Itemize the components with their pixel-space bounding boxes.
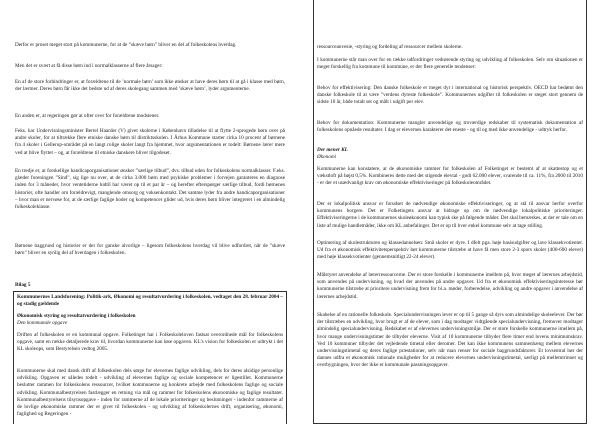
kl-policy-box-continued — [313, 0, 587, 424]
paragraph: Skabelse af en rationelle folkeskole. Specialundervisningen lever er op til 5 gange så dyrs som almindelige skoleelever. Der bør der tilstræbes en udvikling, hvor brugt er af de elever, som i dag modtager vidtgående specialundervisning, fremover modtager almindelig specialundervisning. Redskabet er af elevernes undervisningsmiljø. Der er store forskelle kommunerne imellem på, hvor mange undervisningstimer de tilbyder eleverne. Visit af 10 kommunerne tilbyder flere timer end lovens minimumskrav. Ved 10 kommuner tilbyder det vejledende timetal eller deromer. Det kan ikke kommunens sammenhæng mellem elevernes undervisningstimetal og deres faglige præstationer, selv når man renser for sociale baggrundsfaktorer. Et lovsentral bør der dannes udfra et økonomisk rationale muligheder for at reducere elevernes undervisningstimetal, særligt på mellemtrinnet og overbygningen, hvor der ikke er kommunale passningsopgaver. — [317, 312, 583, 369]
box-subtitle-italic: Den kommunale opgave — [17, 320, 68, 326]
paragraph: Målstyret anvendelse af lærerressourcerne. Der er store forskelle i kommunerne imellem på, hvor meget af lærernes arbejdstid, som anvendes på undervisning, og hvad der anvendes på andre opgaver. Ud fra et økonomisk effektiviseringsinteresse bør kommunerne tilstræbe at prioritere undervisning frem for bl.a. møder, forberedelse, udvikling og andre opgaver i anvendelse af lærernes arbejdstid. — [317, 272, 583, 300]
paragraph: En tredje er, at forskellige handicaporganisationer ønsker ”særlige tilbud”, dvs. tilbud uden for folkeskolens normalklasser. F.eks. glæder foreningen ”Sind”, sig lige nu over, at de cirka 3.000 børn med psykiske problemer i forvejen garanteres en diagnose inden for 3 måneder, hvor ventetiderne hidtil har været op til et par år – og herefter efterspørger særlige tilbud, fordi børnenes historier, ofte handler om forældrevigt, manglende omsorg og voksenkontakt. Det samme lyder fra andre handicaporganisationer – hvor man er nervøse for, at de særlige faglige hoder og kompetencer glider ud, hvis deres børn bliver integreret i en almindelig folkeskoleklasse. — [15, 168, 285, 211]
paragraph: Behov for dokumentation: Kommunerne mangler anvendelige og troværdige redskaber til systematisk dokumentation af folkeskolens opnåede resultater. I dag er elevernes karakterer det eneste - og til og med ikke anvendelige - udtryk herfor. — [317, 120, 583, 134]
paragraph: Driften af folkeskolen er en kommunal opgave. Folketinget har i Folkeskoleloven fastsat overordnede mål for folkeskolens opgave, samt en række detaljerede krav til, hvordan kommunerne kan løse opgaven. KL’s vision for folkeskolen er udtrykt i det KL skoleops, som Bestyrelsen vedtog 2005. — [17, 332, 283, 353]
kl-policy-box — [13, 291, 287, 424]
paragraph: I kommunerne står man over for en række udfordringer vedrørende styring og udvikling af folkeskolen. Selv om situationen er meget forskellig fra kommune til kommune, er der flere generelle tendenser: — [317, 57, 583, 71]
paragraph: Der er lokalpolitisk ansvar er forudset de nødvendige økonomiske effektiviseringer, og at stå til ansvar herfor overfor kommunens borgere. Det er Folketingets ansvar at bidrage op om de nødvendige lokalpolitiske prioriteringer. Effektiviseringerne i de kommunernes skoleøkonomi kan typisk ske på følgende måder. Det skal bemærkes, at der er tale om en liste af mulige handlemåder, ikke om KL anbefalinger. Det er op til hver enkel kommune selv at tage stilling. — [317, 201, 583, 229]
paragraph: Behov for effektivisering: Den danske folkeskole er meget dyr i international og historisk perspektiv. OECD har bedømt den danske folkeskole til at være ”verdens dyreste folkeskole”. Kommunernes udgifter til folkeskolen er steget stort gennem de sidste 10 år, både totalt set og målt i udgift per elev. — [317, 85, 583, 106]
paragraph: Men det er svært at få disse børn ind i normalklasserne af flere årsager: — [15, 63, 163, 69]
paragraph: En anden er, at regeringen gør at ofter over for forældrene modstener. — [15, 113, 160, 119]
right-page — [300, 0, 600, 424]
paragraph: Kommunerne kan konstatere, at de økonomiske rammer for folkeskolen af Folketinget er bestemt af at skattestop og et vækstloft på højst 0,5%. Kombineres dette med det stigende elevtal - godt 62.000 elever, svarende til ca. 11%, fra 2000 til 2010 - er der et usædvanligt krav om økonomiske effektiviseringer på folkeskoleområdet. — [317, 166, 583, 187]
paragraph: En af de store forhindringer er, at forældrene til de ’normale børn’ som ikke ønsker at have deres børn til at gå i klasse med børn, der lærmer. Deres børn får ikke det bedste ud af deres skolegang sammen med ’skæve børn’, lyder argumenterne. — [15, 79, 285, 93]
paragraph: Børnene baggrund og historier er der for ganske alvorlige – ligesom folkeskolens hverdag vil blive udfordret, når de ”skæve børn” bliver en synlig del af hverdagen i folkeskolen. — [15, 243, 285, 257]
paragraph: Kommunerne skal med dansk drift af folkeskolen dels sørge for elevernes faglige udvikling, dels for deres alsidige personlige udvikling. Opgaven er således todelt - udvikling af elevernes faglige og sociale kompetencer er ligestillet. Kommunerne beslutter rammen for folkeskolens ressourcer, hvilket kommunerne og konkrete arbejde med folkeskolens faglige og sociale udvikling. Kommunalbestyrelsen fastlægger en retning via mål og rammer for folkeskolens økonomiske og faglige resultater. Kommunalbestyrelsens tilsynsopgave - inden for rammerne af de lokale prioriteringer og beslutninger - indenfor rammerne af de lovlige økonomiske rammer der er givet til folkeskolen - og udvikling af folkeskolernes drift, organisering, økonomi, faglighed og Regeringen - — [17, 368, 283, 418]
paragraph: ressourceanvesie, -styring og fordeling af ressourcer mellem skolerne. — [317, 44, 463, 50]
appendix-heading: Bilag 5 — [15, 282, 31, 288]
paragraph: Optimering af skolestrukturen og klassedannelsen: Små skoler er dyre. I dfelt pga. høje basisudgifter og lave klassekvotienter. Ud fra et økonomisk effektivitetsperspektiv bør kommunerne tilstræbe at have få men store 2-3 spors skoler (400-600 elever) med høje klassekvotienter (gennemsnitligt 22-24 elever). — [317, 240, 583, 261]
paragraph: Derfor er proset meget stort på kommunerne, for at de ”skæve børn” bliver en del af folkeskolens hverdag. — [15, 42, 237, 48]
box-title: Kommunernes Landsforening: Politik-ark, Økonomi og resultatvurdering i folkeskolen, vedtaget den 28. februar 2004 – og stadig gældende — [17, 294, 283, 308]
section-subheading: Økonomi — [317, 154, 337, 160]
section-heading: Der mener KL — [317, 147, 348, 153]
paragraph: Feks. har Undervisningsminister Bertel Haarder (V) givet skolerne i København tilladelse til at flytte 2-sprogede børn over på andre skoler, for at tiltrække flere etniske danske børn til distriktsskolen. I Århus Kommune starter cirka 10 procent af børnene fra 4 skoler i Gellerup-området på en langt rolige skoler langt fra hjemmet, hvor argumentationen er todelt: Børnene lærer mere ved at blive flyttet – og, at forældrene til etniske danskere bliver tilgodeset. — [15, 128, 285, 156]
box-subtitle: Økonomisk styring og resultatvurdering i folkeskolen — [17, 313, 136, 319]
